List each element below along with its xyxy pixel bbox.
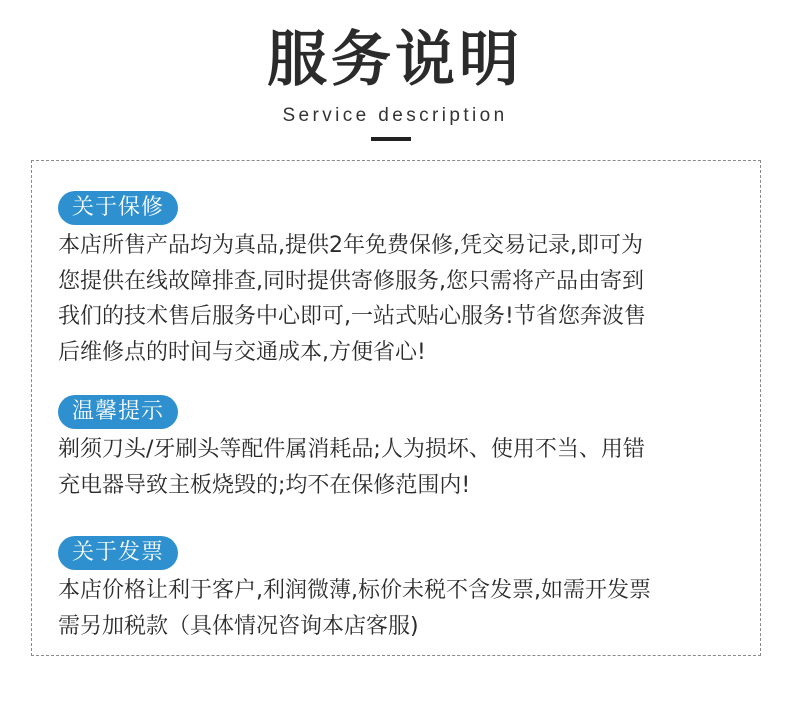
page-title: 服务说明 — [267, 25, 523, 95]
text-line: 充电器导致主板烧毁的;均不在保修范围内! — [58, 472, 471, 498]
section-badge-invoice: 关于发票 — [58, 536, 178, 570]
section-warranty — [58, 191, 748, 370]
section-text-tips — [58, 432, 748, 503]
text-line: 本店价格让利于客户,利润微薄,标价未税不含发票,如需开发票 — [58, 578, 651, 603]
section-badge-warranty: 关于保修 — [58, 191, 178, 225]
section-text-warranty — [58, 228, 748, 370]
section-tips — [58, 395, 748, 503]
text-line: 剃须刀头/牙刷头等配件属消耗品;人为损坏、使用不当、用错 — [58, 437, 645, 462]
page-subtitle: Service description — [282, 105, 508, 126]
title-underline — [371, 137, 411, 141]
section-text-invoice — [58, 573, 748, 644]
text-line: 本店所售产品均为真品,提供2年免费保修,凭交易记录,即可为 — [58, 233, 643, 258]
header — [0, 0, 790, 150]
text-line: 我们的技术售后服务中心即可,一站式贴心服务!节省您奔波售 — [58, 304, 646, 329]
text-line: 需另加税款（具体情况咨询本店客服) — [58, 613, 419, 639]
text-line: 您提供在线故障排查,同时提供寄修服务,您只需将产品由寄到 — [58, 268, 644, 294]
section-badge-tips: 温馨提示 — [58, 395, 178, 429]
section-invoice — [58, 536, 748, 644]
text-line: 后维修点的时间与交通成本,方便省心! — [58, 339, 426, 365]
